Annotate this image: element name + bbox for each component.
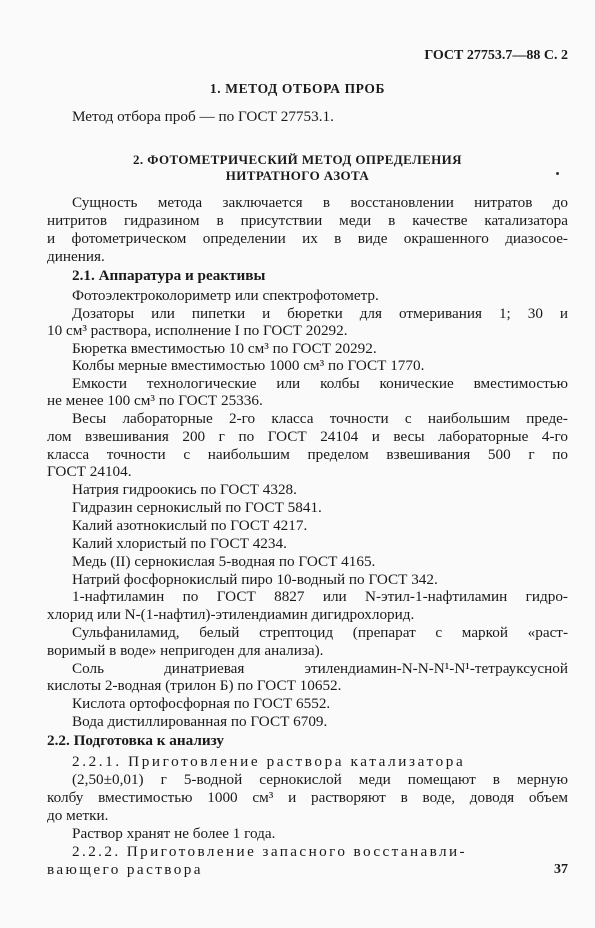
body-line: Колбы мерные вместимостью 1000 см³ по ГОСТ 1770. [72, 357, 425, 374]
body-line: Емкости технологические или колбы конические вместимостью [72, 375, 568, 392]
subsection-2-2-2-title-cont: вающего раствора [47, 861, 203, 878]
speck [556, 172, 559, 175]
body-line: Натрия гидроокись по ГОСТ 4328. [72, 481, 297, 498]
body-line: Вода дистиллированная по ГОСТ 6709. [72, 713, 328, 730]
body-line: Раствор хранят не более 1 года. [72, 825, 276, 842]
body-line: (2,50±0,01) г 5-водной сернокислой меди помещают в мерную [72, 771, 568, 788]
intro-line: динения. [47, 248, 105, 265]
body-line: Весы лабораторные 2-го класса точности с наибольшим преде- [72, 410, 568, 427]
intro-line: нитритов гидразином в присутствии меди в качестве катализатора [47, 212, 568, 229]
body-line: Калий азотнокислый по ГОСТ 4217. [72, 517, 308, 534]
body-line: 10 см³ раствора, исполнение I по ГОСТ 20292. [47, 322, 348, 339]
section-2-title-line2: НИТРАТНОГО АЗОТА [225, 168, 370, 183]
body-line: Калий хлористый по ГОСТ 4234. [72, 535, 287, 552]
body-line: лом взвешивания 200 г по ГОСТ 24104 и весы лабораторные 4-го [47, 428, 568, 445]
section-2-2-heading: 2.2. Подготовка к анализу [47, 732, 224, 749]
section-1-text: Метод отбора проб — по ГОСТ 27753.1. [72, 108, 334, 125]
body-line: кислоты 2-водная (трилон Б) по ГОСТ 10652. [47, 677, 342, 694]
intro-line: и фотометрическом определении их в виде окрашенного диазосое- [47, 230, 568, 247]
body-line: 1-нафтиламин по ГОСТ 8827 или N-этил-1-нафтиламин гидро- [72, 588, 568, 605]
body-line: Фотоэлектроколориметр или спектрофотометр. [72, 287, 379, 304]
section-2-title-line1: 2. ФОТОМЕТРИЧЕСКИЙ МЕТОД ОПРЕДЕЛЕНИЯ [133, 152, 462, 167]
section-2-1-heading: 2.1. Аппаратура и реактивы [72, 267, 266, 284]
body-line: Натрий фосфорнокислый пиро 10-водный по ГОСТ 342. [72, 571, 438, 588]
body-line: Гидразин сернокислый по ГОСТ 5841. [72, 499, 322, 516]
body-line: Соль динатриевая этилендиамин-N-N-N¹-N¹-тетрауксусной [72, 660, 568, 677]
page-header: ГОСТ 27753.7—88 С. 2 [424, 48, 568, 63]
subsection-2-2-1-title: 2.2.1. Приготовление раствора катализатора [72, 753, 466, 770]
body-line: Сульфаниламид, белый стрептоцид (препарат с маркой «раст- [72, 624, 568, 641]
body-line: хлорид или N-(1-нафтил)-этилендиамин дигидрохлорид. [47, 606, 415, 623]
page-number: 37 [554, 862, 568, 877]
body-line: ГОСТ 24104. [47, 463, 132, 480]
body-line: Кислота ортофосфорная по ГОСТ 6552. [72, 695, 331, 712]
body-line: не менее 100 см³ по ГОСТ 25336. [47, 392, 263, 409]
subsection-2-2-2-title: 2.2.2. Приготовление запасного восстанавли- [72, 843, 468, 860]
intro-line: Сущность метода заключается в восстановлении нитратов до [72, 194, 568, 211]
body-line: Бюретка вместимостью 10 см³ по ГОСТ 20292. [72, 340, 377, 357]
body-line: воримый в воде» непригоден для анализа). [47, 642, 324, 659]
body-line: колбу вместимостью 1000 см³ и растворяют в воде, доводя объем [47, 789, 568, 806]
section-1-title: 1. МЕТОД ОТБОРА ПРОБ [209, 81, 386, 96]
body-line: Медь (II) сернокислая 5-водная по ГОСТ 4165. [72, 553, 376, 570]
body-line: класса точности с наибольшим пределом взвешивания 500 г по [47, 446, 568, 463]
body-line: до метки. [47, 807, 109, 824]
body-line: Дозаторы или пипетки и бюретки для отмеривания 1; 30 и [72, 305, 568, 322]
